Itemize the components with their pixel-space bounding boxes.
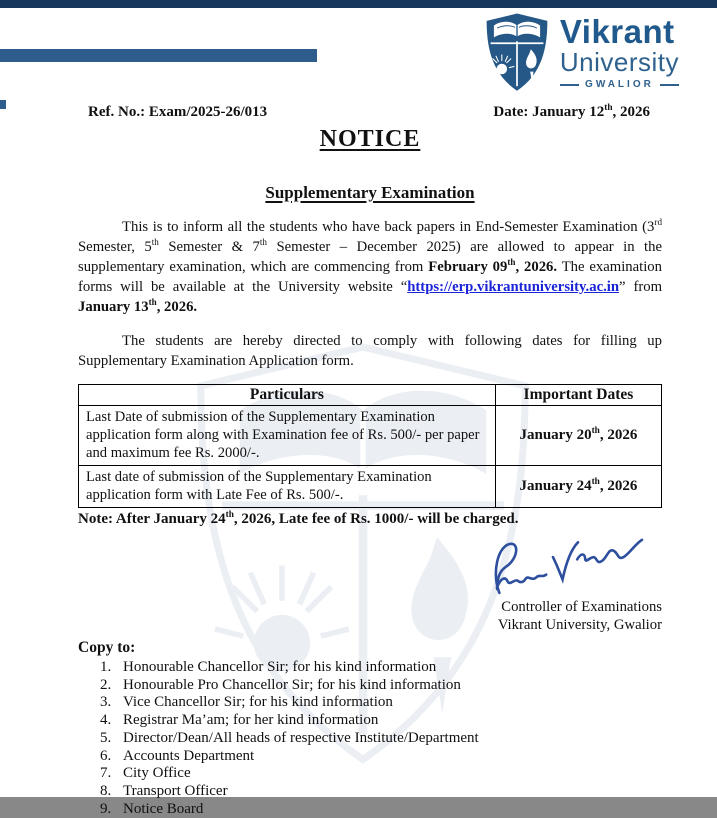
ref-number: Ref. No.: Exam/2025-26/013 xyxy=(88,104,268,120)
document-body xyxy=(78,104,662,818)
column-header-particulars: Particulars xyxy=(79,385,496,406)
copy-to-label: Copy to: xyxy=(78,639,136,656)
handwritten-signature xyxy=(479,528,658,600)
notice-heading: NOTICE xyxy=(319,126,421,152)
forms-available-date: January 13th, 2026. xyxy=(78,297,198,315)
important-dates-table xyxy=(78,384,662,508)
signatory-organization: Vikrant University, Gwalior xyxy=(497,616,662,633)
commencement-date: February 09th, 2026. xyxy=(428,257,558,275)
list-item: Vice Chancellor Sir; for his kind information xyxy=(123,694,393,711)
top-navy-bar xyxy=(0,0,717,8)
list-item: Notice Board xyxy=(123,800,204,817)
direction-paragraph: The students are hereby directed to comply with following dates for filling up Supplementary Examination Application form. xyxy=(78,333,662,369)
university-shield-icon xyxy=(484,12,550,93)
reference-row xyxy=(78,104,662,121)
list-item: Accounts Department xyxy=(123,747,255,764)
late-fee-note: Note: After January 24th, 2026, Late fee of Rs. 1000/- will be charged. xyxy=(78,510,519,527)
logo-name: Vikrant xyxy=(559,13,675,50)
copy-to-list xyxy=(78,659,662,818)
logo-city: GWALIOR xyxy=(585,79,654,90)
logo-dash-right xyxy=(660,84,679,86)
list-item: Director/Dean/All heads of respective Institute/Department xyxy=(123,729,479,746)
list-item: Honourable Chancellor Sir; for his kind information xyxy=(123,659,437,675)
left-margin-accent xyxy=(0,100,6,109)
logo-subname: University xyxy=(559,47,679,77)
signatory-title: Controller of Examinations xyxy=(501,599,662,615)
date-cell: January 20th, 2026 xyxy=(495,406,661,466)
list-item: Honourable Pro Chancellor Sir; for his kind information xyxy=(123,676,461,693)
erp-portal-link[interactable]: https://erp.vikrantuniversity.ac.in xyxy=(407,279,620,295)
column-header-important-dates: Important Dates xyxy=(495,385,661,406)
logo-dash-left xyxy=(560,84,579,86)
signature-block xyxy=(78,534,662,634)
list-item: City Office xyxy=(123,765,191,782)
date-cell: January 24th, 2026 xyxy=(495,466,661,508)
header-accent-bar xyxy=(0,49,317,62)
intro-paragraph: This is to inform all the students who have back papers in End-Semester Examination (3rd Semester, 5th Semester & 7th Semester – December 2025) are allowed to appear in the supplementary examination, which are commencing from February 09th, 2026. The examination forms will be available at the University website “https://erp.vikrantuniversity.ac.in” from January 13th, 2026. xyxy=(78,217,662,315)
particulars-cell: Last date of submission of the Supplementary Examination application form with Late Fee of Rs. 500/-. xyxy=(79,466,496,508)
university-logotype xyxy=(560,15,679,90)
logo-city-row xyxy=(560,80,679,90)
table-row xyxy=(79,406,662,466)
list-item: Registrar Ma’am; for her kind information xyxy=(123,712,379,729)
table-row xyxy=(79,466,662,508)
university-logo xyxy=(484,12,679,93)
list-item: Transport Officer xyxy=(123,782,228,799)
subject-heading: Supplementary Examination xyxy=(265,183,475,202)
particulars-cell: Last Date of submission of the Supplementary Examination application form along with Examination fee of Rs. 500/- per paper and maximum fee Rs. 2000/-. xyxy=(79,406,496,466)
table-header-row xyxy=(79,385,662,406)
issue-date: Date: January 12th, 2026 xyxy=(493,103,650,120)
